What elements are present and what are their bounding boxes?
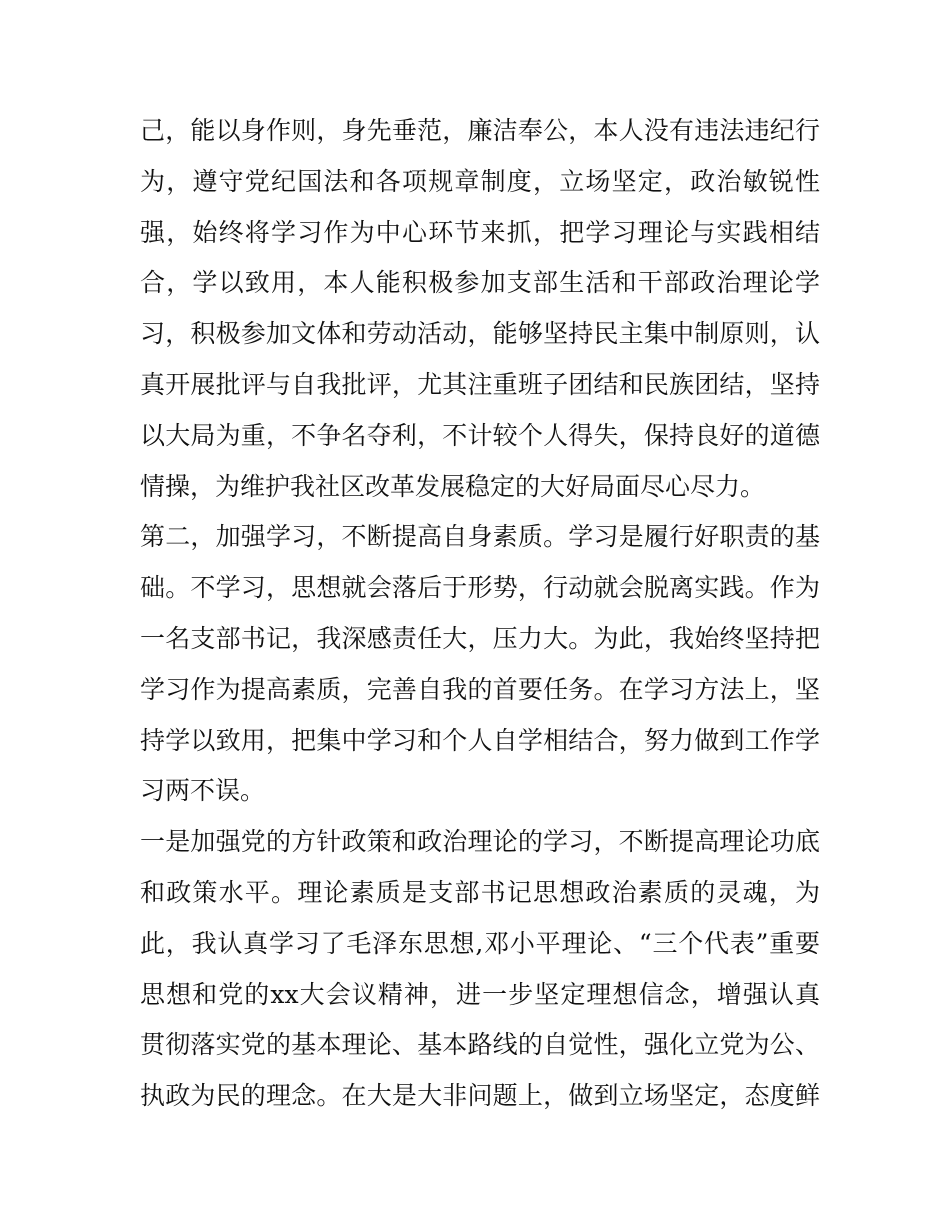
text-line: 习两不误。 <box>140 776 266 806</box>
text-line: 思想和党的xx大会议精神，进一步坚定理想信念，增强认真 <box>140 979 820 1009</box>
body-text <box>140 106 820 1122</box>
text-line: 此，我认真学习了毛泽东思想,邓小平理论、“三个代表”重要 <box>140 928 820 958</box>
text-line: 贯彻落实党的基本理论、基本路线的自觉性，强化立党为公、 <box>140 1030 820 1060</box>
text-line: 持学以致用，把集中学习和个人自学相结合，努力做到工作学 <box>140 725 820 755</box>
text-line: 第二，加强学习，不断提高自身素质。学习是履行好职责的基 <box>140 522 820 552</box>
text-line: 习，积极参加文体和劳动活动，能够坚持民主集中制原则，认 <box>140 319 820 349</box>
text-line: 和政策水平。理论素质是支部书记思想政治素质的灵魂，为 <box>140 877 820 907</box>
text-line: 础。不学习，思想就会落后于形势，行动就会脱离实践。作为 <box>140 573 820 603</box>
text-line: 执政为民的理念。在大是大非问题上，做到立场坚定，态度鲜 <box>140 1081 820 1111</box>
text-line: 合，学以致用，本人能积极参加支部生活和干部政治理论学 <box>140 268 820 298</box>
text-line: 一名支部书记，我深感责任大，压力大。为此，我始终坚持把 <box>140 623 820 653</box>
text-line: 学习作为提高素质，完善自我的首要任务。在学习方法上，坚 <box>140 674 820 704</box>
text-line: 以大局为重，不争名夺利，不计较个人得失，保持良好的道德 <box>140 420 820 450</box>
text-line: 情操，为维护我社区改革发展稳定的大好局面尽心尽力。 <box>140 471 766 501</box>
text-line: 真开展批评与自我批评，尤其注重班子团结和民族团结，坚持 <box>140 369 820 399</box>
text-line: 己，能以身作则，身先垂范，廉洁奉公，本人没有违法违纪行 <box>140 116 820 145</box>
text-line: 为，遵守党纪国法和各项规章制度，立场坚定，政治敏锐性 <box>140 166 820 196</box>
text-line: 强，始终将学习作为中心环节来抓，把学习理论与实践相结 <box>140 217 820 247</box>
text-line: 一是加强党的方针政策和政治理论的学习，不断提高理论功底 <box>140 827 820 857</box>
